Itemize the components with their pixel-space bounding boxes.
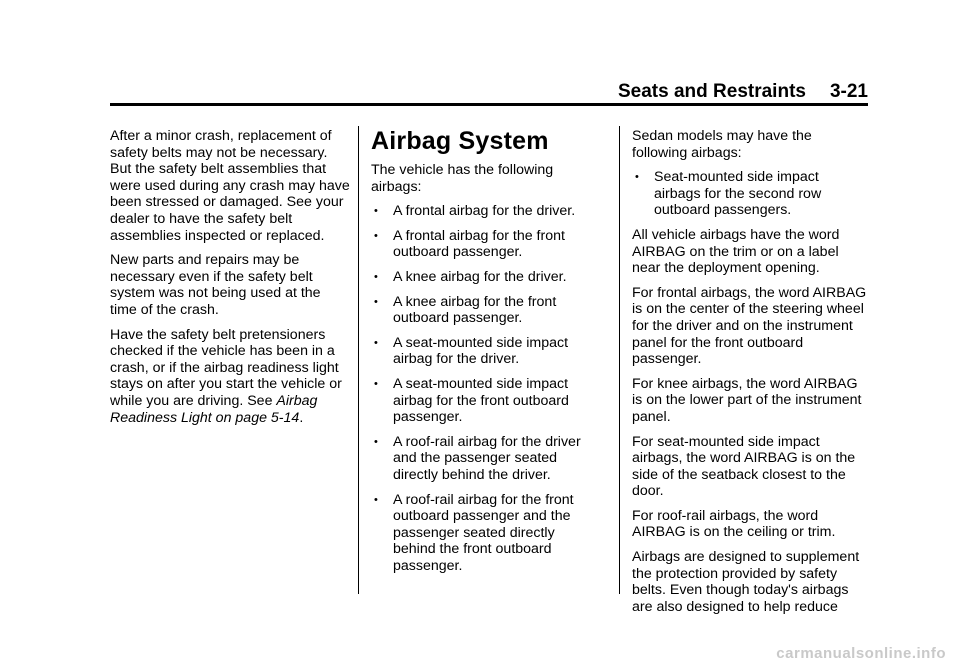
bullet-icon: • [374, 493, 378, 506]
list-item-text: A roof-rail airbag for the front outboard passenger and the passenger seated directly behind the front outboard passenger. [393, 491, 574, 574]
bullet-icon: • [374, 229, 378, 242]
bullet-icon: • [374, 205, 378, 218]
list-item [371, 294, 595, 327]
airbag-list [371, 203, 595, 574]
list-item-text: A seat-mounted side impact airbag for the driver. [393, 334, 569, 368]
list-item [371, 492, 595, 575]
column-divider [619, 126, 620, 594]
header-page-number: 3-21 [829, 81, 868, 102]
list-item-text: A frontal airbag for the driver. [393, 203, 576, 220]
list-item-text: A knee airbag for the front outboard passenger. [393, 293, 557, 327]
list-item-text: A roof-rail airbag for the driver and the passenger seated directly behind the driver. [393, 433, 581, 483]
paragraph: For roof-rail airbags, the word AIRBAG is on the ceiling or trim. [632, 507, 836, 541]
header-section-title: Seats and Restraints [618, 81, 806, 102]
list-item [371, 228, 595, 261]
list-item [371, 203, 595, 220]
sedan-airbag-list [632, 169, 868, 219]
paragraph: All vehicle airbags have the word AIRBAG on the trim or on a label near the deployment opening. [632, 226, 840, 277]
paragraph-end: . [299, 409, 304, 426]
bullet-icon: • [374, 377, 378, 390]
paragraph: New parts and repairs may be necessary even if the safety belt system was not being used at the time of the crash. [110, 252, 321, 318]
bullet-icon: • [635, 171, 639, 184]
paragraph: For seat-mounted side impact airbags, the word AIRBAG is on the side of the seatback closest to the door. [632, 433, 856, 500]
list-item-text: Seat-mounted side impact airbags for the second row outboard passengers. [654, 169, 822, 219]
bullet-icon: • [374, 295, 378, 308]
paragraph: Sedan models may have the following airbags: [632, 128, 812, 161]
section-title: Airbag System [371, 127, 549, 155]
list-item-text: A knee airbag for the driver. [393, 268, 567, 285]
paragraph: After a minor crash, replacement of safety belts may not be necessary. But the safety belt assemblies that were used during any crash may have been stressed or damaged. See your dealer to have the safety belt assemblies inspected or replaced. [110, 128, 350, 244]
bullet-icon: • [374, 435, 378, 448]
column-middle [371, 126, 595, 582]
list-item-text: A seat-mounted side impact airbag for the front outboard passenger. [393, 375, 569, 426]
paragraph: For knee airbags, the word AIRBAG is on the lower part of the instrument panel. [632, 375, 862, 425]
list-item-text: A frontal airbag for the front outboard passenger. [393, 227, 565, 261]
bullet-icon: • [374, 336, 378, 349]
paragraph: Airbags are designed to supplement the protection provided by safety belts. Even though today's airbags are also designed to help reduce [632, 549, 860, 615]
paragraph: For frontal airbags, the word AIRBAG is on the center of the steering wheel for the driver and on the instrument panel for the front outboard passenger. [632, 284, 867, 368]
list-item [371, 335, 595, 368]
list-item [371, 376, 595, 426]
column-right [632, 128, 868, 623]
page-header [110, 80, 868, 104]
header-rule [110, 103, 868, 106]
list-item [371, 269, 595, 286]
list-item [632, 169, 868, 219]
header-text [618, 80, 868, 104]
bullet-icon: • [374, 270, 378, 283]
watermark-logo: carmanualsonline.info [776, 645, 946, 662]
cross-reference-link[interactable]: Airbag Readiness Light on page 5-14 [110, 392, 318, 426]
column-divider [358, 126, 359, 594]
list-item [371, 434, 595, 484]
paragraph-text: Have the safety belt pretensioners checked if the vehicle has been in a crash, or if the airbag readiness light stays on after you start the vehicle or while you are driving. See [110, 326, 342, 409]
column-left [110, 128, 350, 434]
paragraph: The vehicle has the following airbags: [371, 162, 554, 195]
paragraph [110, 327, 350, 427]
